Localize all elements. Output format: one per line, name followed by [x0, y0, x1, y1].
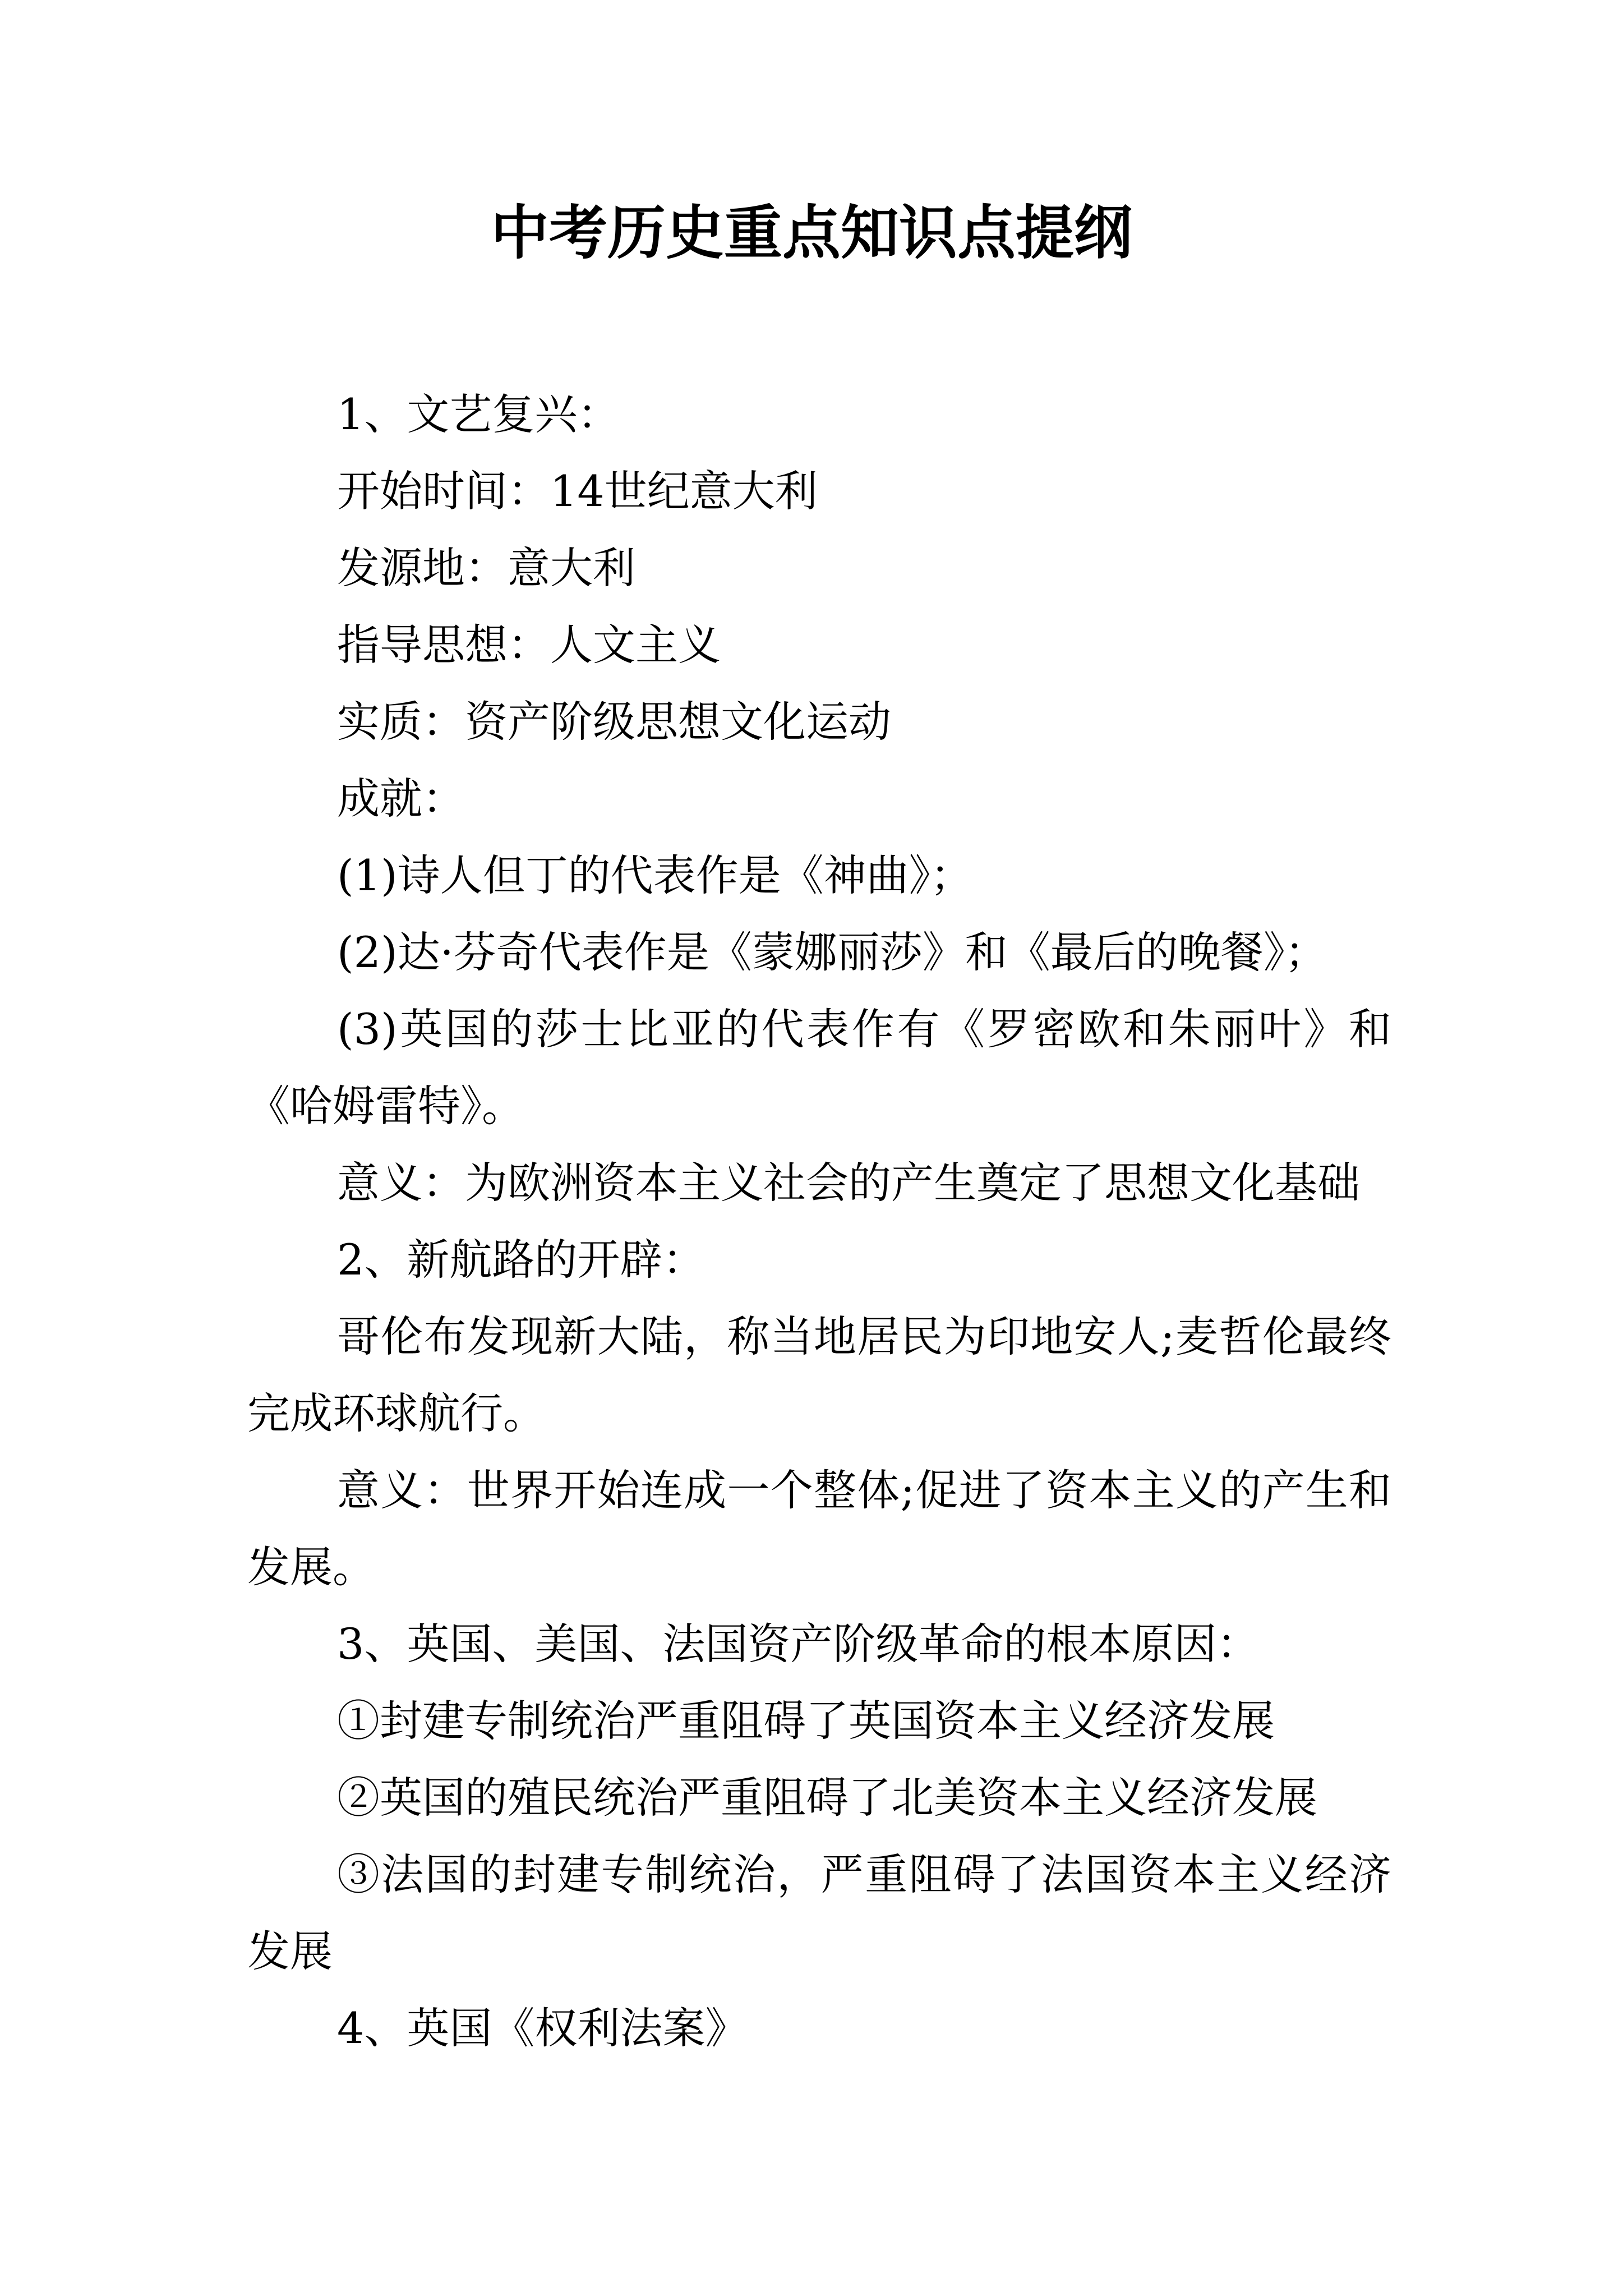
section-heading-bill-of-rights: 4、英国《权利法案》 — [337, 2003, 748, 2053]
paragraph-achievement-2: (2)达·芬奇代表作是《蒙娜丽莎》和《最后的晚餐》； — [337, 927, 1327, 977]
section-heading-renaissance: 1、文艺复兴： — [337, 389, 620, 439]
paragraph-cause-2: ②英国的殖民统治严重阻碍了北美资本主义经济发展 — [337, 1773, 1317, 1823]
page-title: 中考历史重点知识点提纲 — [490, 198, 1132, 267]
paragraph-origin: 发源地：意大利 — [337, 543, 635, 593]
section-heading-new-routes: 2、新航路的开辟： — [337, 1235, 706, 1285]
paragraph-achievements: 成就： — [337, 774, 465, 823]
paragraph-start-time: 开始时间：14世纪意大利 — [337, 466, 818, 516]
document-body — [247, 376, 1391, 2067]
paragraph-significance-new-routes: 意义：世界开始连成一个整体;促进了资本主义的产生和发展。 — [247, 1465, 1391, 1592]
paragraph-columbus: 哥伦布发现新大陆，称当地居民为印地安人;麦哲伦最终完成环球航行。 — [247, 1312, 1391, 1438]
paragraph-significance-renaissance: 意义：为欧洲资本主义社会的产生奠定了思想文化基础 — [337, 1158, 1360, 1208]
paragraph-cause-1: ①封建专制统治严重阻碍了英国资本主义经济发展 — [337, 1696, 1275, 1746]
paragraph-achievement-3: (3)英国的莎士比亚的代表作有《罗密欧和朱丽叶》和《哈姆雷特》。 — [247, 1004, 1391, 1131]
paragraph-cause-3: ③法国的封建专制统治，严重阻碍了法国资本主义经济发展 — [247, 1849, 1391, 1976]
paragraph-achievement-1: (1)诗人但丁的代表作是《神曲》； — [337, 850, 973, 900]
paragraph-essence: 实质：资产阶级思想文化运动 — [337, 697, 891, 747]
section-heading-revolutions: 3、英国、美国、法国资产阶级革命的根本原因： — [337, 1619, 1260, 1669]
paragraph-guiding-thought: 指导思想：人文主义 — [337, 620, 721, 670]
